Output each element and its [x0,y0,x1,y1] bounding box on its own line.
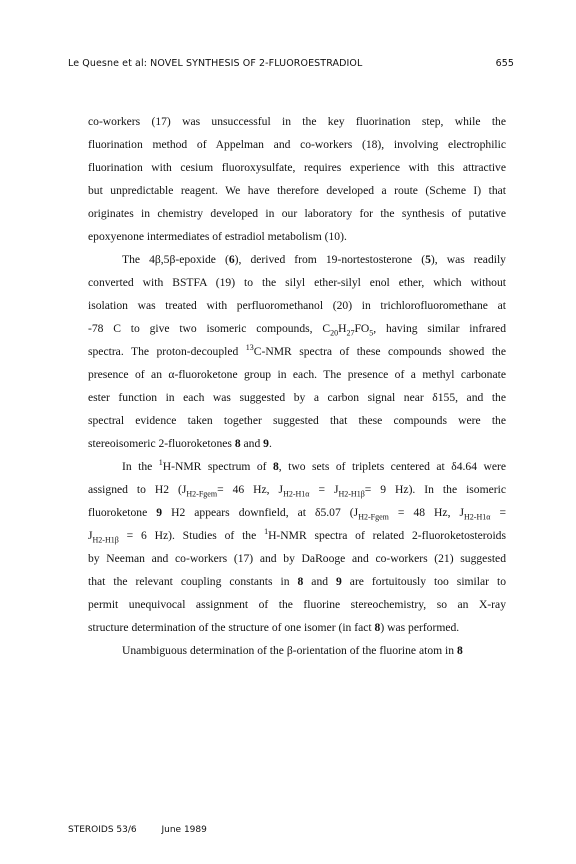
text-line: fluorination method of Appelman and co-workers (18), involving electrophilic [88,138,506,151]
compound-number: 8 [272,460,279,473]
running-title: Le Quesne et al: NOVEL SYNTHESIS OF 2-FLUOROESTRADIOL [68,58,363,69]
compound-number: 6 [228,253,235,266]
compound-number: 8 [374,621,381,634]
text-line: originates in chemistry developed in our laboratory for the synthesis of putative [88,207,506,220]
text-line: isolation was treated with perfluoromethanol (20) in trichlorofluoromethane at [88,299,506,312]
text-line: stereoisomeric 2-fluoroketones 8 and 9. [88,437,272,450]
compound-number: 9 [156,506,163,519]
compound-number: 5 [425,253,431,266]
compound-number: 9 [263,437,269,450]
body-text [88,110,506,662]
running-header [68,58,514,74]
compound-number: 8 [234,437,241,450]
text-line: -78 C to give two isomeric compounds, $C_{20}H_{27}FO_5$, having similar infrared [88,322,507,338]
journal-issue: STEROIDS 53/6 [68,825,137,835]
text-line: fluorination with cesium fluoroxysulfate, requires experience with this attractive [88,161,506,174]
text-line: In the $^1$H-NMR spectrum of 8, two sets of triplets centered at δ4.64 were [122,458,506,473]
publication-date: June 1989 [161,825,207,835]
text-line: spectral evidence taken together suggested that these compounds were the [88,414,506,427]
text-line: fluoroketone 9 H2 appears downfield, at δ5.07 ($J_{H2-Fgem} = 48$ Hz, $J_{H2-H1\alpha}$ = [88,506,506,522]
text-line: co-workers (17) was unsuccessful in the key fluorination step, while the [88,115,506,128]
text-line: Unambiguous determination of the β-orientation of the fluorine atom in 8 [122,644,463,657]
text-line: spectra. The proton-decoupled $^{13}$C-NMR spectra of these compounds showed the [88,343,507,358]
text-line: The 4β,5β-epoxide (6), derived from 19-nortestosterone (5), was readily [122,253,506,266]
text-line: epoxyenone intermediates of estradiol metabolism (10). [88,230,347,243]
text-line: presence of an α-fluoroketone group in each. The presence of a methyl carbonate [88,368,506,381]
text-line: permit unequivocal assignment of the fluorine stereochemistry, so an X-ray [88,598,506,611]
text-line: by Neeman and co-workers (17) and by DaRooge and co-workers (21) suggested [88,552,506,565]
compound-number: 8 [456,644,463,657]
text-line: converted with BSTFA (19) to the silyl ether-silyl enol ether, which without [88,276,506,289]
running-footer [68,825,229,835]
text-line: structure determination of the structure of one isomer (in fact 8) was performed. [88,621,460,634]
compound-number: 9 [336,575,342,588]
text-line: assigned to H2 ($J_{H2-Fgem}= 46$ Hz, $J_{H2-H1\alpha} = J_{H2-H1\beta}= 9$ Hz). In the isomeric [88,483,506,499]
compound-number: 8 [297,575,304,588]
text-line: that the relevant coupling constants in 8 and 9 are fortuitously too similar to [88,575,507,588]
text-line: $J_{H2-H1\beta} = 6$ Hz). Studies of the $^1$H-NMR spectra of related 2-fluoroketosteroids [88,527,506,545]
page-number: 655 [495,58,514,69]
text-line: but unpredictable reagent. We have therefore developed a route (Scheme I) that [88,184,506,197]
text-line: ester function in each was suggested by a carbon signal near δ155, and the [88,391,506,404]
